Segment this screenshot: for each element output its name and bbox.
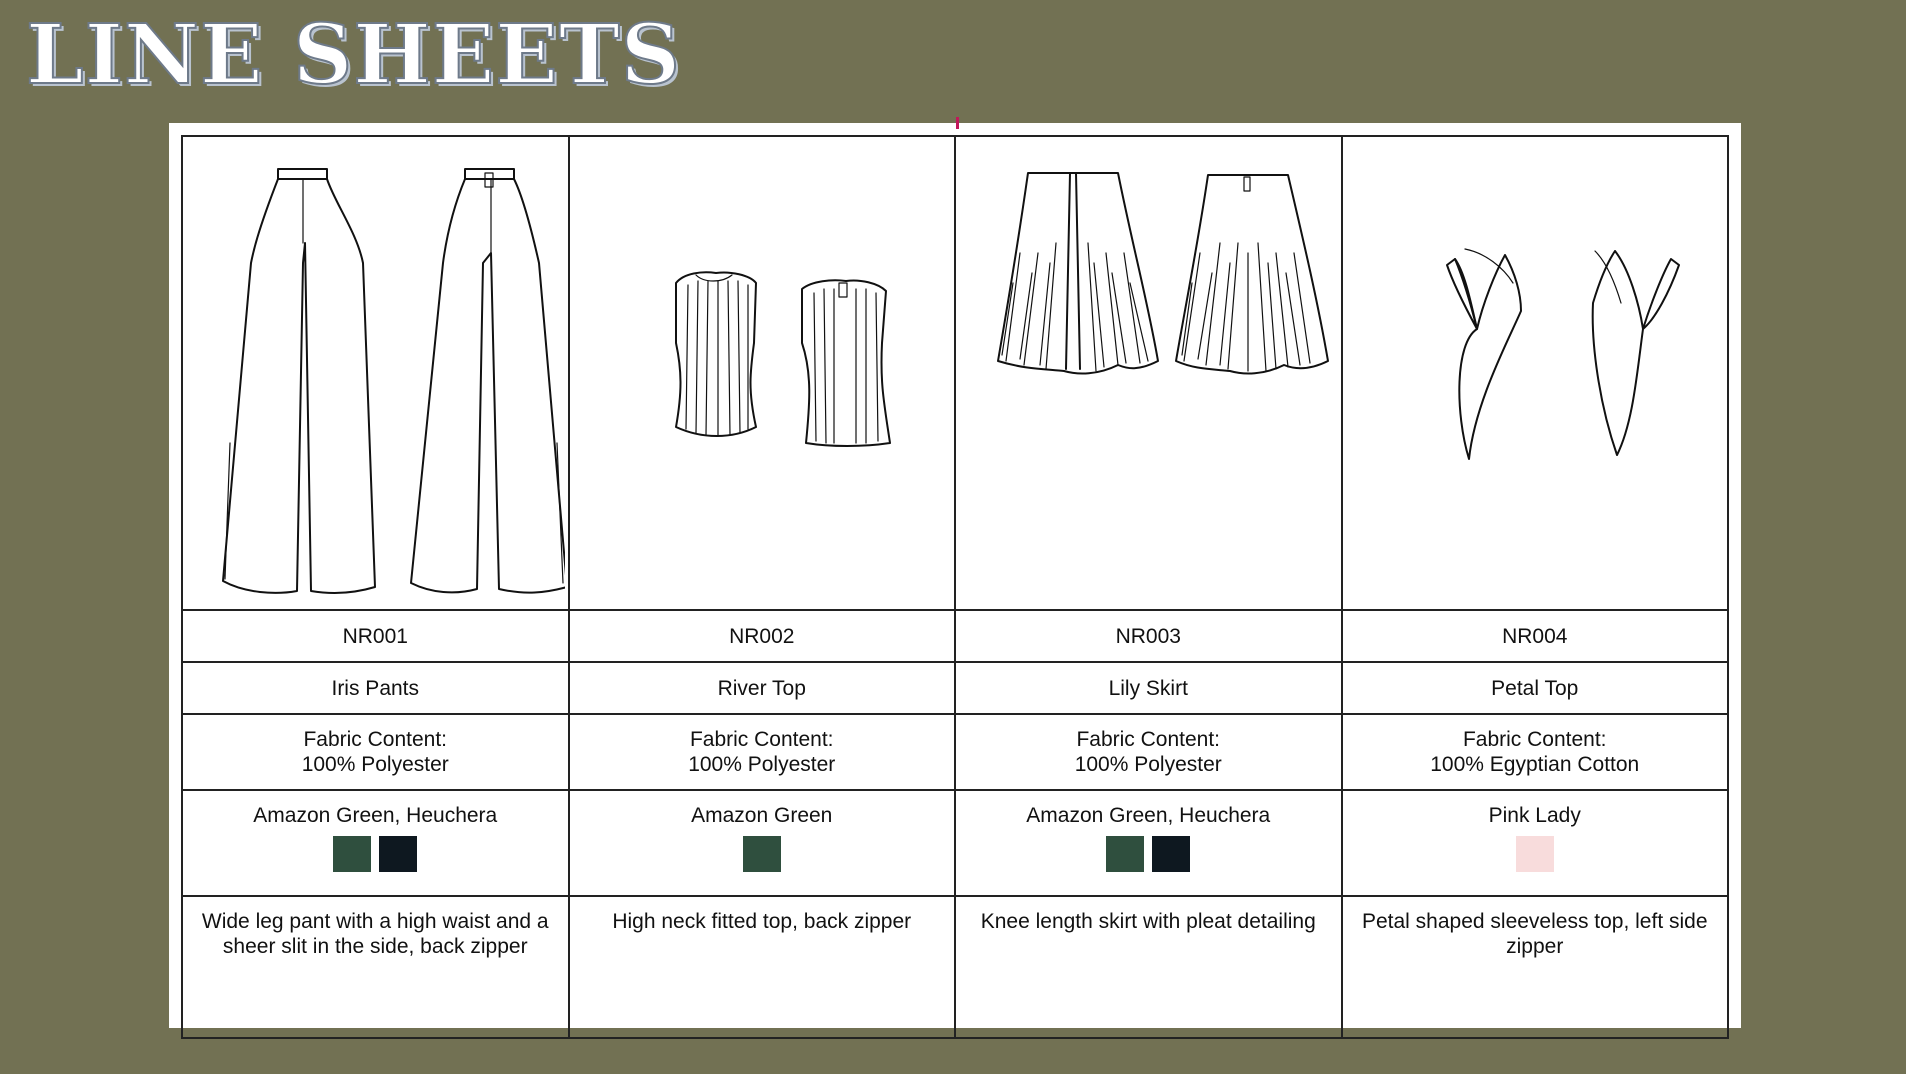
fabric-content: 100% Egyptian Cotton [1430,753,1640,776]
color-row [182,790,1728,896]
product-code: NR003 [955,610,1342,662]
petal-top-icon [1345,143,1725,603]
color-cell [955,790,1342,896]
product-description: High neck fitted top, back zipper [569,896,956,1038]
product-sketch-cell [182,136,569,610]
fabric-label: Fabric Content: [1462,728,1607,751]
color-cell [1342,790,1729,896]
fabric-label: Fabric Content: [689,728,834,751]
swatch-group [1349,836,1722,872]
pleated-skirt-icon [958,143,1338,603]
fabric-cell [569,714,956,790]
color-cell [569,790,956,896]
color-names: Pink Lady [1488,804,1581,827]
product-description: Petal shaped sleeveless top, left side zipper [1342,896,1729,1038]
name-row [182,662,1728,714]
product-code: NR004 [1342,610,1729,662]
product-sketch-cell [955,136,1342,610]
color-swatch [379,836,417,872]
fabric-cell [1342,714,1729,790]
fabric-cell [182,714,569,790]
product-name: Lily Skirt [955,662,1342,714]
product-name: Petal Top [1342,662,1729,714]
fabric-content: 100% Polyester [1074,753,1222,776]
color-names: Amazon Green [691,804,833,827]
product-sketch-cell [569,136,956,610]
product-description: Wide leg pant with a high waist and a sheer slit in the side, back zipper [182,896,569,1038]
color-names: Amazon Green, Heuchera [253,804,498,827]
swatch-group [576,836,949,872]
swatch-group [189,836,562,872]
product-description: Knee length skirt with pleat detailing [955,896,1342,1038]
line-sheet [169,123,1741,1028]
fabric-cell [955,714,1342,790]
line-sheet-table [181,135,1729,1039]
product-code: NR002 [569,610,956,662]
fabric-content: 100% Polyester [688,753,836,776]
product-name: River Top [569,662,956,714]
color-swatch [743,836,781,872]
swatch-group [962,836,1335,872]
wide-leg-pants-icon [185,143,565,603]
fabric-label: Fabric Content: [303,728,448,751]
product-code: NR001 [182,610,569,662]
product-name: Iris Pants [182,662,569,714]
page-title: LINE SHEETS [26,7,681,103]
color-swatch [1152,836,1190,872]
fabric-content: 100% Polyester [301,753,449,776]
fabric-row [182,714,1728,790]
sketch-row [182,136,1728,610]
code-row [182,610,1728,662]
product-sketch-cell [1342,136,1729,610]
marker-line [956,117,959,129]
fitted-top-icon [572,143,952,603]
color-swatch [333,836,371,872]
color-swatch [1516,836,1554,872]
color-swatch [1106,836,1144,872]
description-row [182,896,1728,1038]
color-cell [182,790,569,896]
fabric-label: Fabric Content: [1076,728,1221,751]
color-names: Amazon Green, Heuchera [1026,804,1271,827]
